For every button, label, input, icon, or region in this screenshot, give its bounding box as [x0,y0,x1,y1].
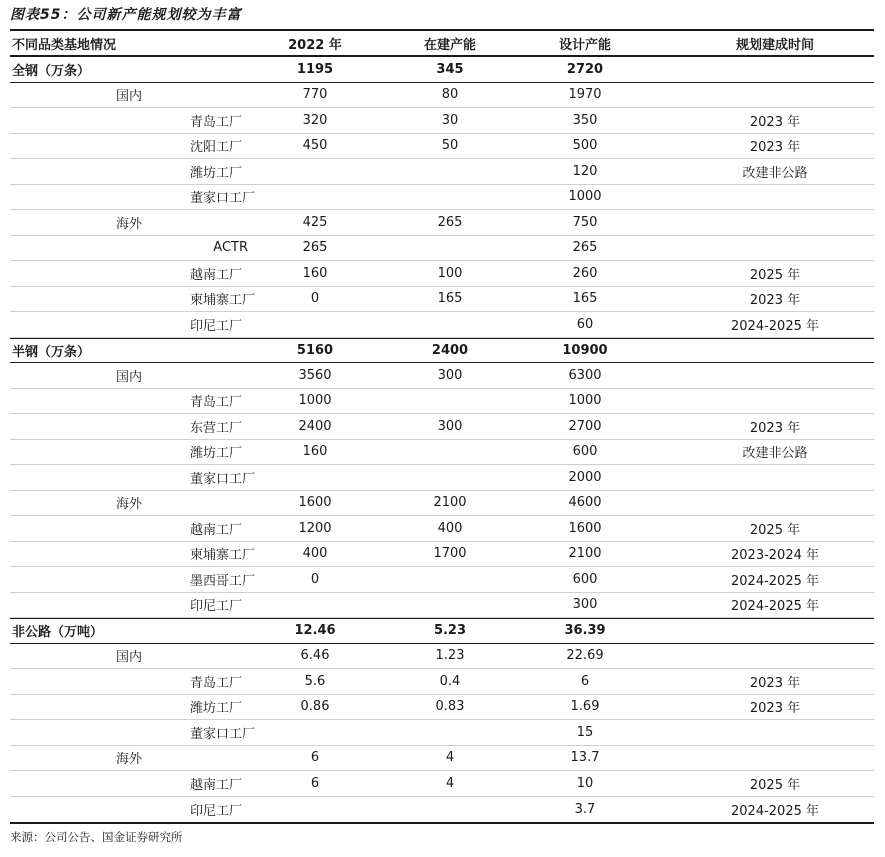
cell-building [385,389,515,414]
cell-building: 2400 [431,342,469,358]
cell-building: 4 [445,775,455,791]
table-row [10,440,874,466]
cell-building: 300 [437,418,463,434]
table-row [10,83,874,109]
cell-building: 80 [441,87,459,103]
row-label: 非公路（万吨） [12,625,104,641]
table-row [10,236,874,262]
cell-time: 2023 年 [749,114,801,130]
header-label: 不同品类基地情况 [12,37,117,53]
cell-building [385,440,515,465]
table-row [10,312,874,338]
cell-time: 2025 年 [749,777,801,793]
cell-building: 400 [437,520,463,536]
row-label: 越南工厂 [190,267,243,283]
cell-design: 6300 [568,367,602,383]
row-label: 海外 [116,216,143,232]
table-row [10,644,874,670]
cell-2022: 1000 [298,393,332,409]
row-label: ACTR [213,240,248,256]
cell-2022 [250,312,380,337]
cell-building: 345 [436,61,464,77]
row-label: 潍坊工厂 [190,701,243,717]
cell-time [675,491,875,516]
cell-building [385,567,515,592]
cell-time [675,339,875,363]
cell-design: 4600 [568,495,602,511]
cell-design: 13.7 [570,750,600,766]
cell-time [675,644,875,669]
cell-design: 165 [572,291,598,307]
row-label: 青岛工厂 [190,114,243,130]
table-row [10,287,874,313]
cell-building: 1.23 [435,648,465,664]
cell-design: 36.39 [564,623,606,639]
cell-design: 500 [572,138,598,154]
cell-design: 15 [576,724,594,740]
cell-building [385,720,515,745]
cell-time [675,746,875,771]
table-row [10,491,874,517]
row-label: 东营工厂 [190,420,243,436]
cell-design: 1970 [568,87,602,103]
cell-time: 2023 年 [749,293,801,309]
cell-time: 2024-2025 年 [731,599,819,615]
cell-design: 120 [572,163,598,179]
cell-building [385,185,515,210]
cell-2022: 6 [310,750,320,766]
row-label: 越南工厂 [190,522,243,538]
row-label: 董家口工厂 [190,726,256,742]
row-label: 董家口工厂 [190,191,256,207]
table-row [10,746,874,772]
cell-2022: 0 [310,571,320,587]
cell-building: 5.23 [433,623,467,639]
cell-2022: 160 [302,265,328,281]
cell-building: 100 [437,265,463,281]
cell-design: 2700 [568,418,602,434]
cell-2022: 0 [310,291,320,307]
row-label: 潍坊工厂 [190,446,243,462]
row-label: 柬埔寨工厂 [190,293,256,309]
table-body [10,57,874,822]
cell-building: 50 [441,138,459,154]
cell-design: 600 [572,571,598,587]
cell-2022: 320 [302,112,328,128]
row-label: 越南工厂 [190,777,243,793]
cell-building: 0.4 [439,673,461,689]
table-row [10,210,874,236]
cell-time: 改建非公路 [742,446,808,462]
cell-time: 2025 年 [749,267,801,283]
cell-design: 350 [572,112,598,128]
header-2022: 2022 年 [288,37,342,53]
header-design: 设计产能 [558,37,611,53]
cell-design: 22.69 [566,648,604,664]
table-row [10,363,874,389]
cell-2022: 6 [310,775,320,791]
cell-2022 [250,465,380,490]
table-row [10,771,874,797]
cell-2022 [250,185,380,210]
cell-2022: 5160 [296,342,334,358]
cell-building: 4 [445,750,455,766]
cell-time [675,389,875,414]
row-label: 沈阳工厂 [190,140,243,156]
cell-time: 2024-2025 年 [731,573,819,589]
cell-design: 265 [572,240,598,256]
row-label: 墨西哥工厂 [190,573,256,589]
cell-design: 750 [572,214,598,230]
cell-design: 260 [572,265,598,281]
cell-2022: 450 [302,138,328,154]
cell-design: 2720 [566,61,604,77]
row-label: 青岛工厂 [190,675,243,691]
table-row [10,516,874,542]
cell-2022: 3560 [298,367,332,383]
cell-time: 改建非公路 [742,165,808,181]
table-row [10,185,874,211]
row-label: 青岛工厂 [190,395,243,411]
cell-design: 600 [572,444,598,460]
cell-design: 60 [576,316,594,332]
cell-building: 2100 [433,495,467,511]
cell-design: 300 [572,597,598,613]
row-label: 柬埔寨工厂 [190,548,256,564]
table-row [10,593,874,619]
cell-2022: 400 [302,546,328,562]
cell-2022: 265 [302,240,328,256]
table-section-row [10,618,874,644]
cell-2022: 1200 [298,520,332,536]
table-row [10,797,874,823]
cell-time [675,57,875,82]
row-label: 海外 [116,752,143,768]
cell-2022: 770 [302,87,328,103]
capacity-table [10,29,874,824]
cell-building [385,159,515,184]
table-row [10,542,874,568]
table-row [10,567,874,593]
cell-2022: 6.46 [300,648,330,664]
cell-design: 1000 [568,189,602,205]
table-row [10,669,874,695]
cell-building: 300 [437,367,463,383]
cell-building [385,593,515,618]
table-row [10,465,874,491]
page-title: 图表55：公司新产能规划较为丰富 [10,7,242,23]
cell-time [675,185,875,210]
cell-time: 2023 年 [749,140,801,156]
row-label: 半钢（万条） [12,344,91,360]
table-row [10,261,874,287]
table-header [10,31,874,57]
table-section-row [10,338,874,364]
row-label: 海外 [116,497,143,513]
cell-time: 2024-2025 年 [731,803,819,819]
row-label: 全钢（万条） [12,63,91,79]
cell-2022: 2400 [298,418,332,434]
cell-2022 [250,797,380,823]
cell-design: 6 [580,673,590,689]
cell-time [675,465,875,490]
table-row [10,695,874,721]
row-label: 印尼工厂 [190,599,243,615]
cell-building [385,236,515,261]
row-label: 国内 [116,89,143,105]
cell-time [675,720,875,745]
cell-2022: 1600 [298,495,332,511]
cell-building [385,312,515,337]
cell-time: 2023-2024 年 [731,548,819,564]
cell-time: 2025 年 [749,522,801,538]
cell-building: 0.83 [435,699,465,715]
table-row [10,720,874,746]
cell-2022: 160 [302,444,328,460]
cell-design: 1.69 [570,699,600,715]
cell-design: 10 [576,775,594,791]
table-section-row [10,57,874,83]
cell-building: 165 [437,291,463,307]
table-row [10,134,874,160]
cell-time [675,619,875,643]
cell-design: 2000 [568,469,602,485]
cell-2022: 1195 [296,61,334,77]
table-row [10,159,874,185]
row-label: 董家口工厂 [190,471,256,487]
table-row [10,389,874,415]
header-building: 在建产能 [423,37,476,53]
cell-2022: 425 [302,214,328,230]
cell-time: 2023 年 [749,420,801,436]
cell-building: 1700 [433,546,467,562]
cell-2022 [250,593,380,618]
cell-2022 [250,720,380,745]
row-label: 国内 [116,369,143,385]
cell-building [385,797,515,823]
cell-building [385,465,515,490]
cell-time: 2023 年 [749,675,801,691]
cell-time [675,210,875,235]
header-time: 规划建成时间 [735,37,814,53]
source-note: 来源：公司公告、国金证券研究所 [10,830,183,844]
row-label: 印尼工厂 [190,318,243,334]
table-row [10,108,874,134]
cell-2022: 12.46 [294,623,336,639]
cell-building: 265 [437,214,463,230]
table-row [10,414,874,440]
row-label: 国内 [116,650,143,666]
cell-design: 1600 [568,520,602,536]
cell-time [675,363,875,388]
cell-design: 2100 [568,546,602,562]
cell-time [675,83,875,108]
cell-design: 10900 [562,342,608,358]
cell-time: 2023 年 [749,701,801,717]
cell-design: 1000 [568,393,602,409]
cell-2022: 0.86 [300,699,330,715]
cell-building: 30 [441,112,459,128]
cell-design: 3.7 [574,801,596,817]
cell-2022 [250,159,380,184]
cell-time: 2024-2025 年 [731,318,819,334]
row-label: 潍坊工厂 [190,165,243,181]
cell-2022: 5.6 [304,673,326,689]
row-label: 印尼工厂 [190,803,243,819]
cell-time [675,236,875,261]
